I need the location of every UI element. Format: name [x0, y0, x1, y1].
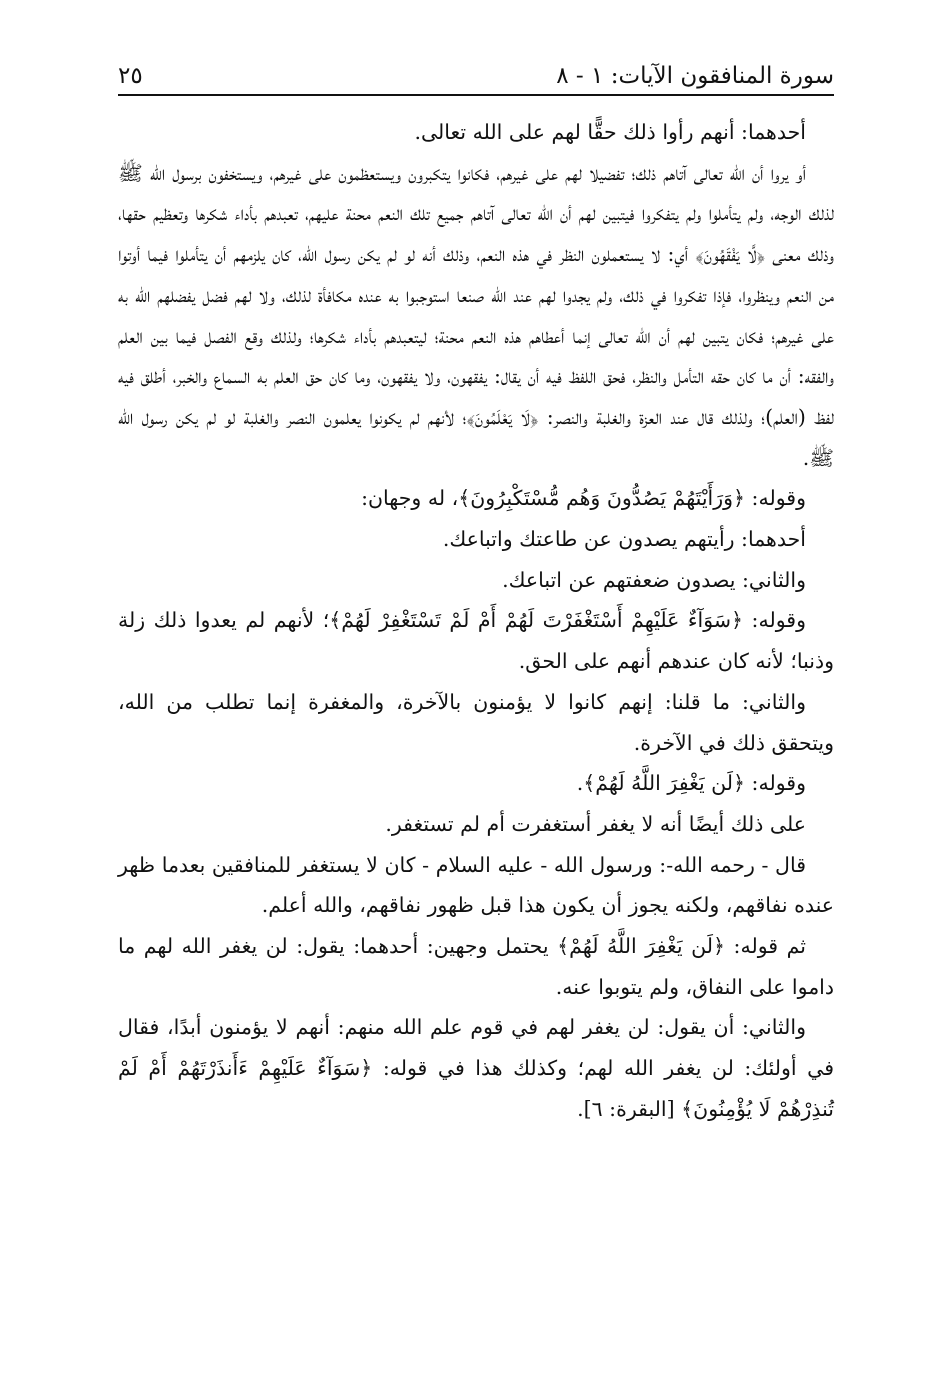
page-number: ٢٥	[118, 63, 143, 89]
paragraph: أحدهما: أنهم رأوا ذلك حقًّا لهم على الله تعالى.	[414, 120, 806, 144]
paragraph: ثم قوله: ﴿لَن يَغْفِرَ اللَّهُ لَهُمْ﴾ يحتمل وجهين: أحدهما: يقول: لن يغفر الله لهم ما داموا على النفاق، ولم يتوبوا عنه.	[118, 934, 834, 999]
paragraph: قال - رحمه الله-: ورسول الله - عليه السلام - كان لا يستغفر للمنافقين بعدما ظهر عنده نفاقهم، ولكنه يجوز أن يكون هذا قبل ظهور نفاقهم، والله أعلم.	[118, 852, 834, 918]
paragraph: وقوله: ﴿سَوَآءٌ عَلَيْهِمْ أَسْتَغْفَرْتَ لَهُمْ أَمْ لَمْ تَسْتَغْفِرْ لَهُمْ﴾؛ لأنهم لم يعدوا ذلك زلة وذنبا؛ لأنه كان عندهم أنهم على الحق.	[118, 608, 834, 674]
page-body	[118, 112, 834, 1130]
paragraph: أو يروا أن الله تعالى آتاهم ذلك؛ تفضيلا لهم على غيرهم، فكانوا يتكبرون ويستعظمون على غيرهم، ويستخفون برسول الله ﷺ لذلك الوجه، ولم يتأملوا ولم يتفكروا فيتبين لهم أن الله تعالى آتاهم جميع تلك النعم محنة عليهم، تعبدهم بأداء شكرها وتعظيم حقها، وذلك معنى ﴿لَّا يَفْقَهُونَ﴾ أي: لا يستعملون النظر في هذه النعم، وذلك أنه لو لم يكن رسول الله، كان يلزمهم أن يتأملوا فيما أوتوا من النعم وينظروا، فإذا تفكروا في ذلك، ولم يجدوا لهم عند الله صنعا استوجبوا به عنده مكافأة لذلك، ولا لهم فضل يفضلهم الله به على غيرهم؛ فكان يتبين لهم أن الله تعالى إنما أعطاهم هذه النعم محنة؛ ليتعبدهم بأداء شكرها؛ ولذلك وقع الفصل فيما بين العلم والفقه: أن ما كان حقه التأمل والنظر، فحق اللفظ فيه أن يقال: يفقهون، ولا يفقهون، وما كان حق العلم به السماع والخبر، أطلق فيه لفظ (العلم)؛ ولذلك قال عند العزة والغلبة والنصر: ﴿لَا يَعْلَمُونَ﴾؛ لأنهم لم يكونوا يعلمون النصر والغلبة لو لم يكن رسول الله ﷺ.	[118, 160, 834, 470]
paragraph: والثاني: ما قلنا: إنهم كانوا لا يؤمنون بالآخرة، والمغفرة إنما تطلب من الله، ويتحقق ذلك في الآخرة.	[118, 689, 834, 755]
paragraph: وقوله: ﴿لَن يَغْفِرَ اللَّهُ لَهُمْ﴾.	[576, 771, 806, 796]
surah-title: سورة المنافقون الآيات: ١ - ٨	[556, 63, 834, 89]
paragraph: وقوله: ﴿وَرَأَيْتَهُمْ يَصُدُّونَ وَهُم مُّسْتَكْبِرُونَ﴾، له وجهان:	[361, 486, 806, 511]
running-header	[118, 54, 834, 96]
paragraph: والثاني: يصدون ضعفتهم عن اتباعك.	[502, 567, 806, 592]
paragraph: والثاني: أن يقول: لن يغفر لهم في قوم علم الله منهم: أنهم لا يؤمنون أبدًا، فقال في أولئك: لن يغفر الله لهم؛ وكذلك هذا في قوله: ﴿سَوَآءٌ عَلَيْهِمْ ءَأَنذَرْتَهُمْ أَمْ لَمْ تُنذِرْهُمْ لَا يُؤْمِنُونَ﴾ [البقرة: ٦].	[118, 1015, 835, 1121]
paragraph: أحدهما: رأيتهم يصدون عن طاعتك واتباعك.	[442, 527, 806, 552]
paragraph: على ذلك أيضًا أنه لا يغفر أستغفرت أم لم تستغفر.	[385, 811, 806, 836]
